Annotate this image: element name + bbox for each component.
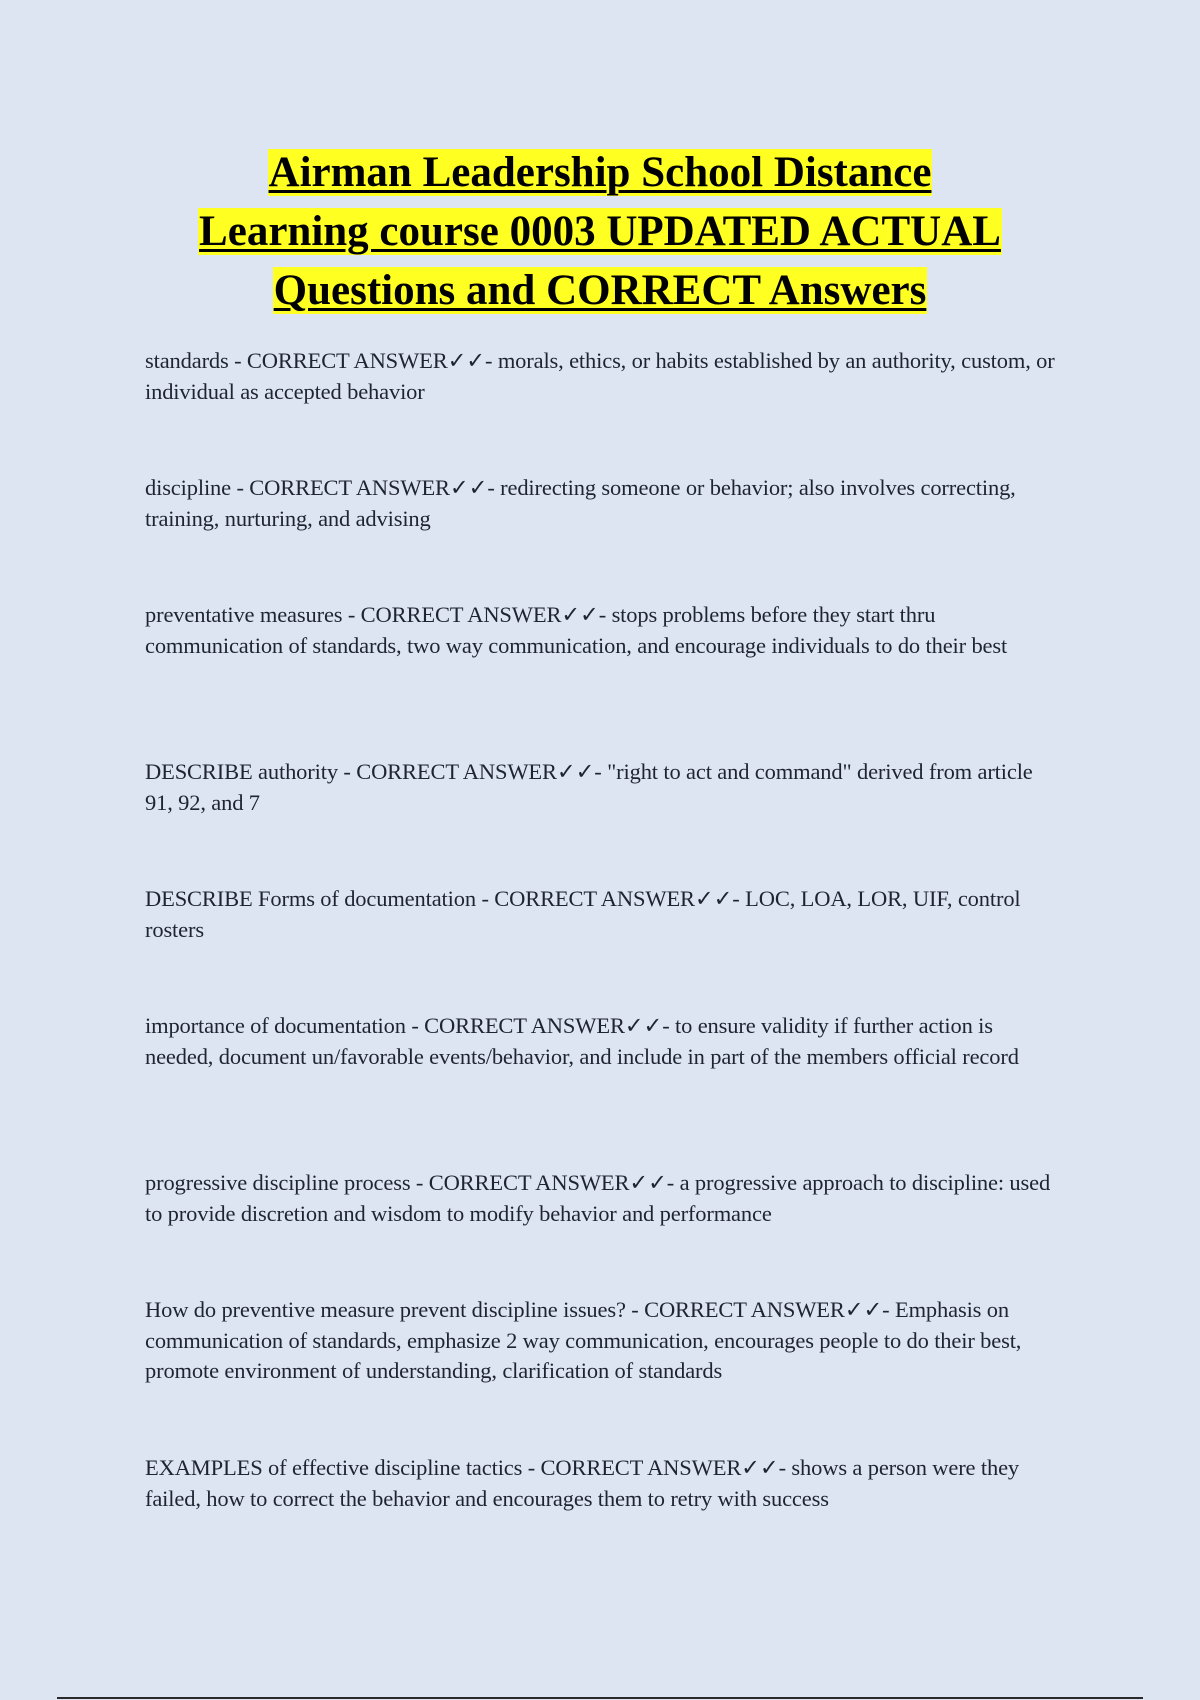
title-line-1: Airman Leadership School Distance: [268, 149, 932, 196]
answer-marker: - CORRECT ANSWER✓✓-: [475, 886, 746, 911]
qa-entry: [145, 884, 1065, 945]
qa-entry: [145, 757, 1065, 818]
page-bottom-divider: [57, 1697, 1143, 1699]
qa-entry: [145, 473, 1065, 534]
qa-entry: [145, 1453, 1065, 1514]
answer-marker: - CORRECT ANSWER✓✓-: [405, 1013, 676, 1038]
answer-marker: - CORRECT ANSWER✓✓-: [410, 1170, 680, 1195]
qa-entry: [145, 1011, 1065, 1072]
entry-term: progressive discipline process: [145, 1170, 411, 1195]
entry-answer: shows a person were they failed, how to correct the behavior and encourages them to retry with success: [145, 1455, 1020, 1511]
answer-marker: - CORRECT ANSWER✓✓-: [625, 1297, 895, 1322]
qa-entry: [145, 1295, 1065, 1387]
document-title: [100, 143, 1100, 320]
qa-entry: [145, 1168, 1065, 1229]
entry-answer: LOC, LOA, LOR, UIF, control rosters: [145, 886, 1021, 942]
entry-term: How do preventive measure prevent discipline issues?: [145, 1297, 626, 1322]
entry-term: importance of documentation: [145, 1013, 406, 1038]
answer-marker: - CORRECT ANSWER✓✓-: [230, 475, 501, 500]
qa-entry: [145, 346, 1065, 407]
answer-marker: - CORRECT ANSWER✓✓-: [342, 602, 612, 627]
entry-answer: a progressive approach to discipline: used to provide discretion and wisdom to modify behavior and performance: [145, 1170, 1051, 1226]
entry-answer: stops problems before they start thru communication of standards, two way communication, and encourage individuals to do their best: [145, 602, 1008, 658]
entry-term: preventative measures: [145, 602, 343, 627]
title-line-3: Questions and CORRECT Answers: [273, 267, 927, 314]
qa-entry: [145, 600, 1065, 661]
entry-term: DESCRIBE authority: [145, 759, 338, 784]
answer-marker: - CORRECT ANSWER✓✓-: [522, 1455, 792, 1480]
answer-marker: - CORRECT ANSWER✓✓-: [337, 759, 608, 784]
entry-answer: "right to act and command" derived from article 91, 92, and 7: [145, 759, 1033, 815]
answer-marker: - CORRECT ANSWER✓✓-: [228, 348, 498, 373]
entry-term: standards: [145, 348, 229, 373]
title-line-2: Learning course 0003 UPDATED ACTUAL: [199, 208, 1001, 255]
entry-term: discipline: [145, 475, 231, 500]
entry-answer: Emphasis on communication of standards, emphasize 2 way communication, encourages people to do their best, promote environment of understanding, clarification of standards: [145, 1297, 1022, 1383]
entry-term: EXAMPLES of effective discipline tactics: [145, 1455, 523, 1480]
entry-answer: morals, ethics, or habits established by an authority, custom, or individual as accepted behavior: [145, 348, 1055, 404]
entry-answer: redirecting someone or behavior; also involves correcting, training, nurturing, and advising: [145, 475, 1016, 531]
entry-term: DESCRIBE Forms of documentation: [145, 886, 476, 911]
entry-answer: to ensure validity if further action is needed, document un/favorable events/behavior, and include in part of the members official record: [145, 1013, 1019, 1069]
